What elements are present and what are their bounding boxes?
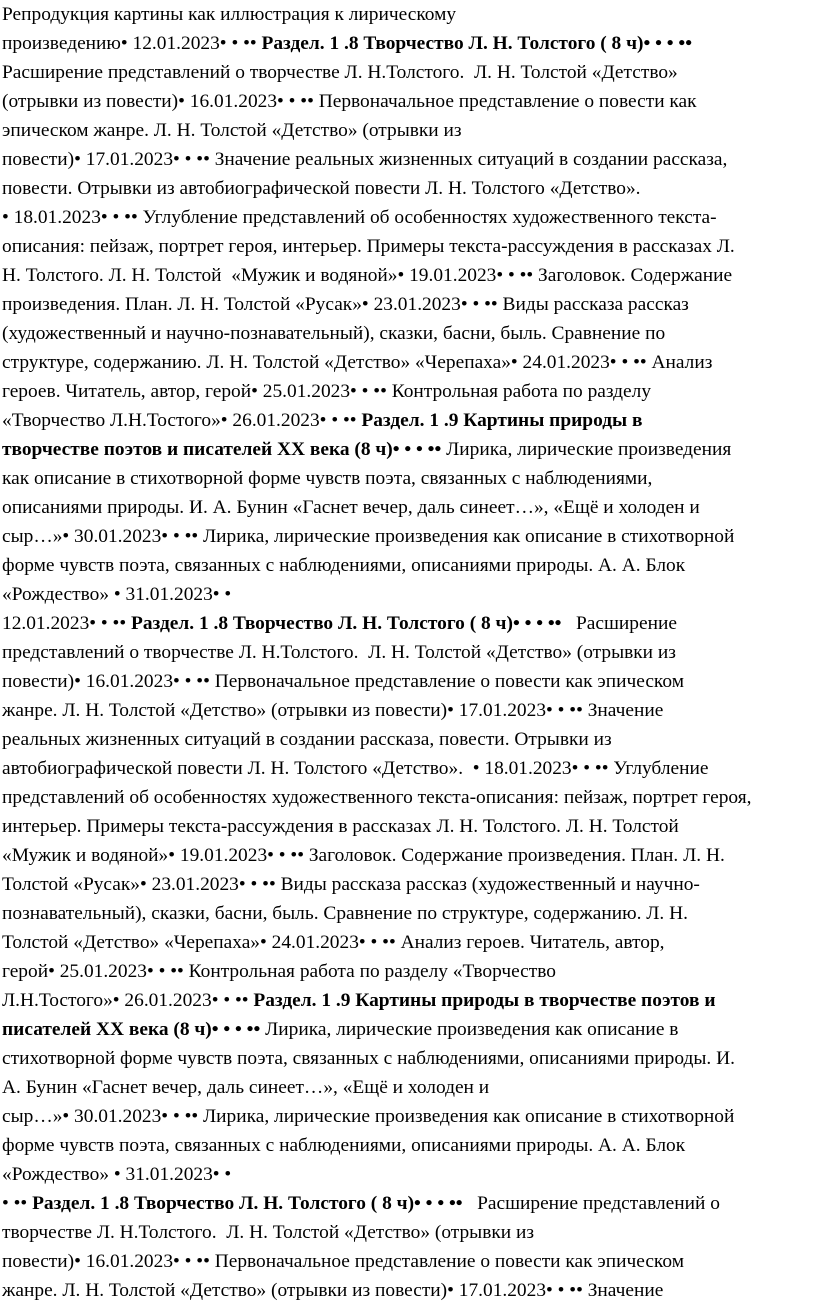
body-text: интерьер. Примеры текста-рассуждения в рассказах Л. Н. Толстого. Л. Н. Толстой	[2, 816, 679, 837]
body-text: Н. Толстого. Л. Н. Толстой «Мужик и водяной»• 19.01.2023• • •• Заголовок. Содержание	[2, 265, 733, 286]
text-line	[2, 1073, 810, 1102]
body-text: познавательный), сказки, басни, быль. Сравнение по структуре, содержанию. Л. Н.	[2, 903, 688, 924]
body-text: Лирика, лирические произведения как описание в	[260, 1019, 679, 1040]
text-line	[2, 580, 810, 609]
text-line	[2, 667, 810, 696]
body-text: описания: пейзаж, портрет героя, интерьер. Примеры текста-рассуждения в рассказах Л.	[2, 236, 735, 257]
text-line	[2, 0, 810, 29]
text-line	[2, 812, 810, 841]
body-text: творчестве Л. Н.Толстого. Л. Н. Толстой «Детство» (отрывки из	[2, 1222, 535, 1243]
body-text: Толстой «Детство» «Черепаха»• 24.01.2023• • •• Анализ героев. Читатель, автор,	[2, 932, 665, 953]
section-heading-text: Раздел. 1 .8 Творчество Л. Н. Толстого ( 8 ч)• • • ••	[261, 33, 692, 54]
text-line	[2, 145, 810, 174]
text-line	[2, 725, 810, 754]
text-line	[2, 1131, 810, 1160]
body-text: описаниями природы. И. А. Бунин «Гаснет вечер, даль синеет…», «Ещё и холоден и	[2, 497, 700, 518]
body-text: форме чувств поэта, связанных с наблюдениями, описаниями природы. А. А. Блок	[2, 555, 686, 576]
section-heading-text: Раздел. 1 .8 Творчество Л. Н. Толстого ( 8 ч)• • • ••	[32, 1193, 463, 1214]
body-text: жанре. Л. Н. Толстой «Детство» (отрывки из повести)• 17.01.2023• • •• Значение	[2, 700, 664, 721]
section-heading-text: писателей XX века (8 ч)• • • ••	[2, 1019, 261, 1040]
text-line	[2, 899, 810, 928]
text-line	[2, 696, 810, 725]
text-line	[2, 319, 810, 348]
text-line	[2, 841, 810, 870]
body-text: Л.Н.Тостого»• 26.01.2023• • ••	[2, 990, 254, 1011]
text-line	[2, 551, 810, 580]
text-line	[2, 1247, 810, 1276]
body-text: реальных жизненных ситуаций в создании рассказа, повести. Отрывки из	[2, 729, 612, 750]
text-line	[2, 1218, 810, 1247]
body-text: сыр…»• 30.01.2023• • •• Лирика, лирические произведения как описание в стихотворной	[2, 526, 735, 547]
text-line	[2, 29, 810, 58]
body-text: произведения. План. Л. Н. Толстой «Русак»• 23.01.2023• • •• Виды рассказа рассказ	[2, 294, 689, 315]
section-heading-text: Раздел. 1 .8 Творчество Л. Н. Толстого ( 8 ч)• • • ••	[130, 613, 562, 634]
body-text: 12.01.2023• • ••	[2, 613, 131, 634]
body-text: как описание в стихотворной форме чувств поэта, связанных с наблюдениями,	[2, 468, 653, 489]
text-line	[2, 1102, 810, 1131]
text-line	[2, 1189, 810, 1218]
body-text: структуре, содержанию. Л. Н. Толстой «Детство» «Черепаха»• 24.01.2023• • •• Анализ	[2, 352, 713, 373]
text-line	[2, 986, 810, 1015]
body-text: • ••	[2, 1193, 33, 1214]
text-line	[2, 783, 810, 812]
text-line	[2, 203, 810, 232]
text-line	[2, 1044, 810, 1073]
text-line	[2, 609, 810, 638]
text-line	[2, 522, 810, 551]
text-line	[2, 1160, 810, 1189]
body-text: «Мужик и водяной»• 19.01.2023• • •• Заголовок. Содержание произведения. План. Л. Н.	[2, 845, 725, 866]
text-line	[2, 957, 810, 986]
body-text: форме чувств поэта, связанных с наблюдениями, описаниями природы. А. А. Блок	[2, 1135, 686, 1156]
body-text: автобиографической повести Л. Н. Толстого «Детство». • 18.01.2023• • •• Углубление	[2, 758, 709, 779]
body-text: (отрывки из повести)• 16.01.2023• • •• Первоначальное представление о повести как	[2, 91, 697, 112]
text-line	[2, 638, 810, 667]
body-text: эпическом жанре. Л. Н. Толстой «Детство» (отрывки из	[2, 120, 462, 141]
text-line	[2, 261, 810, 290]
body-text: повести)• 17.01.2023• • •• Значение реальных жизненных ситуаций в создании рассказа,	[2, 149, 728, 170]
body-text: произведению• 12.01.2023• • ••	[2, 33, 262, 54]
body-text: герой• 25.01.2023• • •• Контрольная работа по разделу «Творчество	[2, 961, 556, 982]
body-text: сыр…»• 30.01.2023• • •• Лирика, лирические произведения как описание в стихотворной	[2, 1106, 735, 1127]
text-line	[2, 928, 810, 957]
body-text: Репродукция картины как иллюстрация к лирическому	[2, 4, 457, 25]
body-text: • 18.01.2023• • •• Углубление представлений об особенностях художественного текста-	[2, 207, 717, 228]
text-line	[2, 435, 810, 464]
text-line	[2, 870, 810, 899]
text-line	[2, 290, 810, 319]
text-line	[2, 493, 810, 522]
section-heading-text: Раздел. 1 .9 Картины природы в творчестве поэтов и	[253, 990, 716, 1011]
text-line	[2, 116, 810, 145]
body-text: А. Бунин «Гаснет вечер, даль синеет…», «Ещё и холоден и	[2, 1077, 490, 1098]
body-text: Толстой «Русак»• 23.01.2023• • •• Виды рассказа рассказ (художественный и научно-	[2, 874, 700, 895]
body-text: представлений об особенностях художественного текста-описания: пейзаж, портрет героя,	[2, 787, 752, 808]
body-text: представлений о творчестве Л. Н.Толстого. Л. Н. Толстой «Детство» (отрывки из	[2, 642, 676, 663]
text-line	[2, 348, 810, 377]
body-text: (художественный и научно-познавательный), сказки, басни, быль. Сравнение по	[2, 323, 666, 344]
section-heading-text: Раздел. 1 .9 Картины природы в	[361, 410, 643, 431]
body-text: «Рождество» • 31.01.2023• •	[2, 1164, 232, 1185]
text-line	[2, 754, 810, 783]
body-text: повести)• 16.01.2023• • •• Первоначальное представление о повести как эпическом	[2, 671, 684, 692]
text-line	[2, 1015, 810, 1044]
body-text: Расширение представлений о	[462, 1193, 720, 1214]
body-text: повести)• 16.01.2023• • •• Первоначальное представление о повести как эпическом	[2, 1251, 684, 1272]
text-line	[2, 58, 810, 87]
text-line	[2, 406, 810, 435]
body-text: жанре. Л. Н. Толстой «Детство» (отрывки из повести)• 17.01.2023• • •• Значение	[2, 1280, 664, 1301]
body-text: стихотворной форме чувств поэта, связанных с наблюдениями, описаниями природы. И.	[2, 1048, 735, 1069]
body-text: Расширение представлений о творчестве Л. Н.Толстого. Л. Н. Толстой «Детство»	[2, 62, 678, 83]
body-text: Расширение	[561, 613, 677, 634]
body-text: «Творчество Л.Н.Тостого»• 26.01.2023• • ••	[2, 410, 362, 431]
body-text: героев. Читатель, автор, герой• 25.01.2023• • •• Контрольная работа по разделу	[2, 381, 652, 402]
body-text: повести. Отрывки из автобиографической повести Л. Н. Толстого «Детство».	[2, 178, 641, 199]
text-line	[2, 87, 810, 116]
body-text: Лирика, лирические произведения	[441, 439, 732, 460]
text-line	[2, 377, 810, 406]
text-line	[2, 464, 810, 493]
text-line	[2, 232, 810, 261]
text-line	[2, 1276, 810, 1305]
section-heading-text: творчестве поэтов и писателей XX века (8 ч)• • • ••	[2, 439, 442, 460]
text-line	[2, 174, 810, 203]
body-text: «Рождество» • 31.01.2023• •	[2, 584, 232, 605]
